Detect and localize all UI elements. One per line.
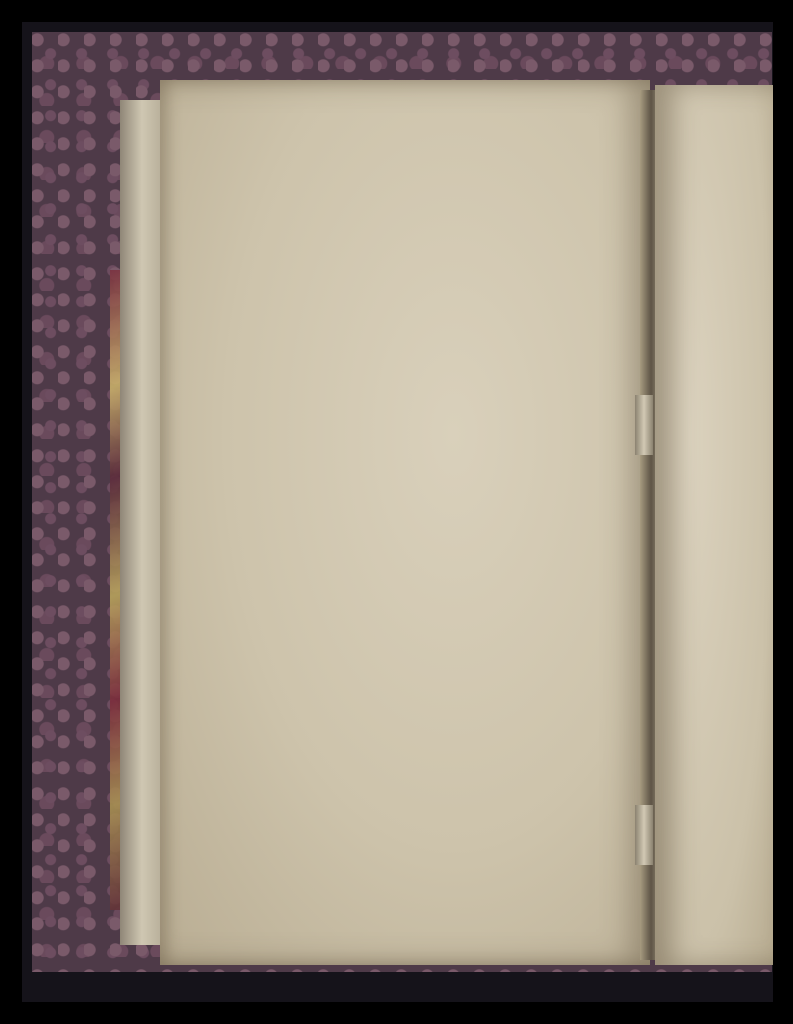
binding-tab [635,805,653,865]
left-page [160,80,650,965]
right-page [655,85,773,965]
binding-tab [635,395,653,455]
page-header [205,128,625,154]
